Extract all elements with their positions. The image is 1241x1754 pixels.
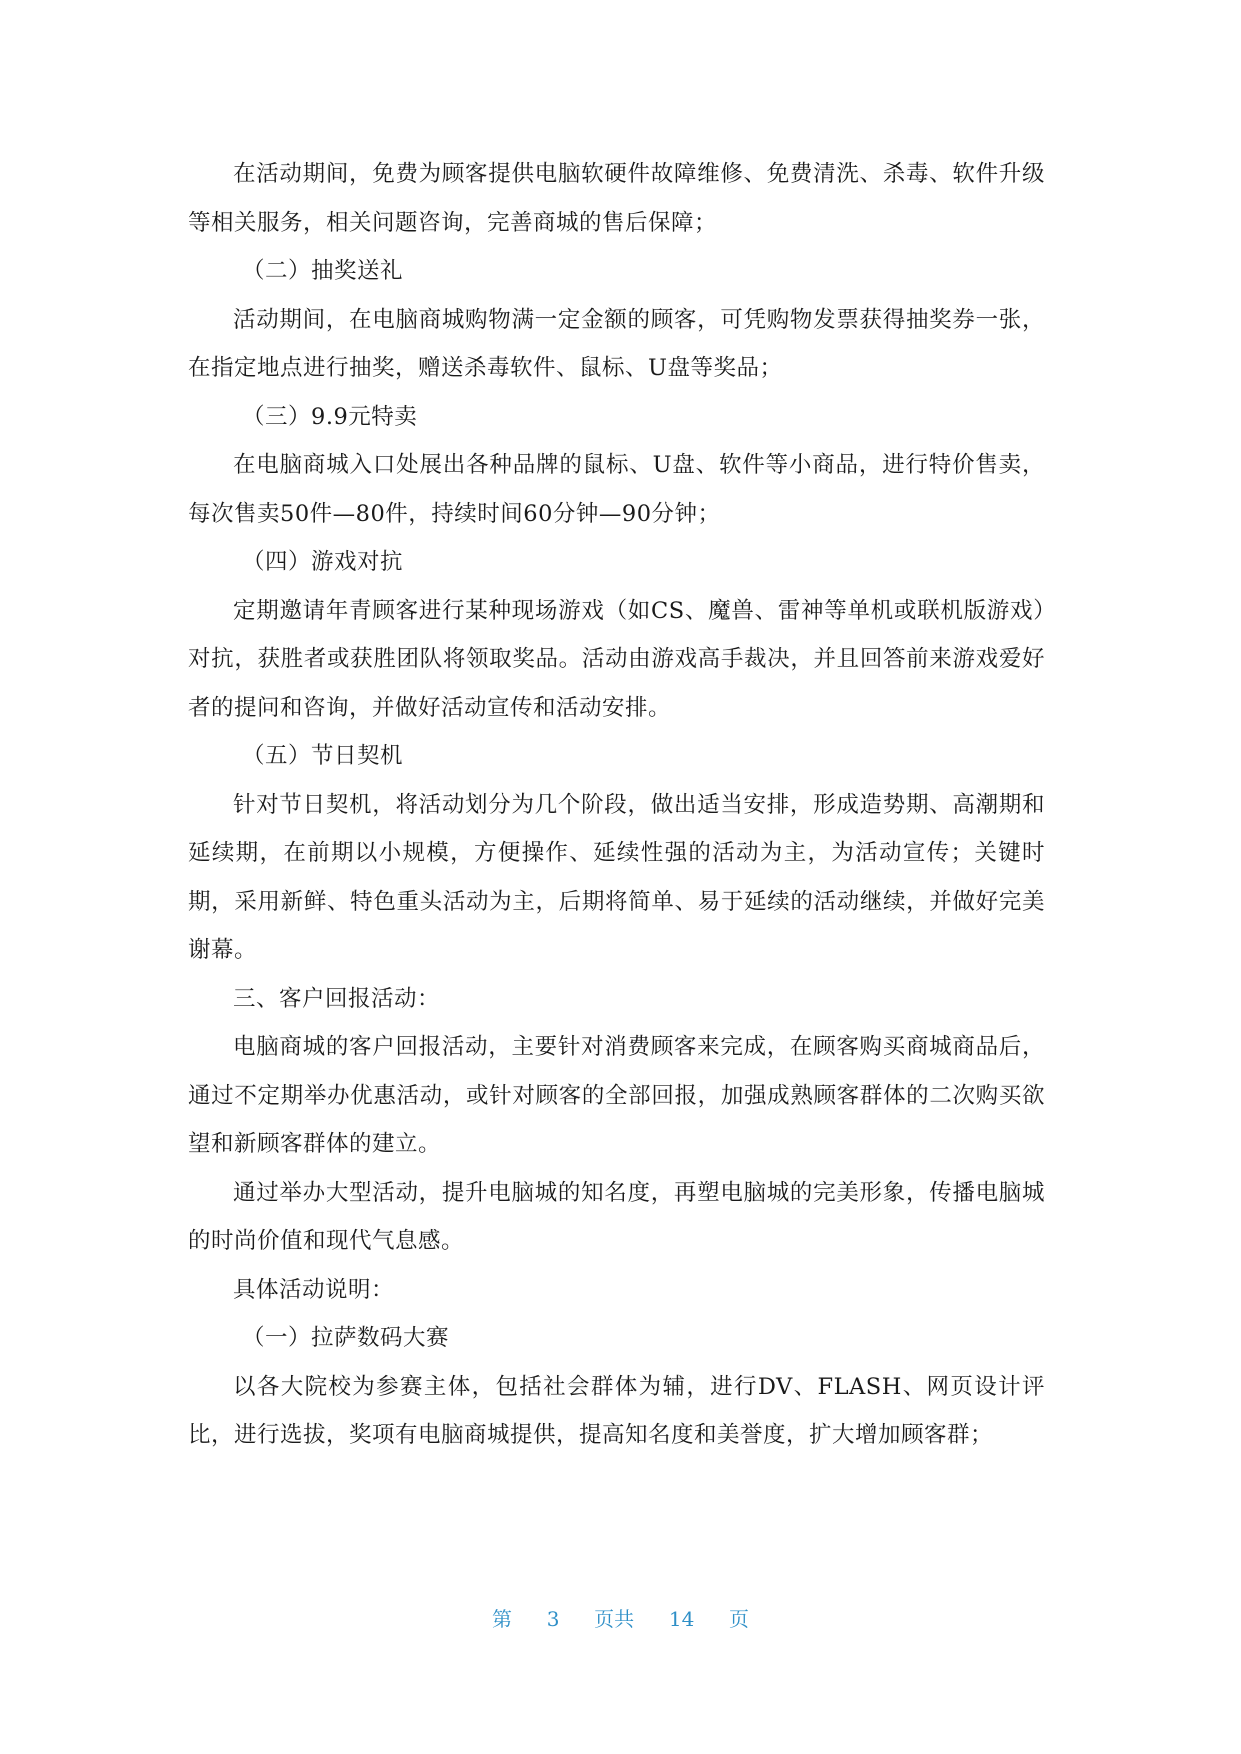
paragraph: 具体活动说明： xyxy=(233,1276,395,1303)
sub-heading: （四）游戏对抗 xyxy=(242,549,404,575)
sub-heading: （一）拉萨数码大赛 xyxy=(242,1325,450,1351)
paragraph: 针对节日契机，将活动划分为几个阶段，做出适当安排，形成造势期、高潮期和延续期，在前期以小规模，方便操作、延续性强的活动为主，为活动宣传；关键时期，采用新鲜、特色重头活动为主，后期将简单、易于延续的活动继续，并做好完美谢幕。 xyxy=(188,791,1045,963)
document-body xyxy=(188,150,1045,1460)
paragraph: 定期邀请年青顾客进行某种现场游戏（如CS、魔兽、雷神等单机或联机版游戏）对抗，获胜者或获胜团队将领取奖品。活动由游戏高手裁决，并且回答前来游戏爱好者的提问和咨询，并做好活动宣传和活动安排。 xyxy=(188,597,1045,721)
section-heading: 三、客户回报活动： xyxy=(233,985,441,1012)
total-pages-number: 14 xyxy=(668,1607,695,1631)
paragraph: 以各大院校为参赛主体，包括社会群体为辅，进行DV、FLASH、网页设计评比，进行选拔，奖项有电脑商城提供，提高知名度和美誉度，扩大增加顾客群； xyxy=(188,1373,1045,1448)
current-page-number: 3 xyxy=(546,1607,560,1631)
sub-heading: （二）抽奖送礼 xyxy=(242,258,404,284)
paragraph: 活动期间，在电脑商城购物满一定金额的顾客，可凭购物发票获得抽奖券一张，在指定地点进行抽奖，赠送杀毒软件、鼠标、U盘等奖品； xyxy=(188,306,1045,381)
footer-prefix: 第 xyxy=(491,1607,512,1631)
paragraph: 在活动期间，免费为顾客提供电脑软硬件故障维修、免费清洗、杀毒、软件升级等相关服务，相关问题咨询，完善商城的售后保障； xyxy=(188,161,1045,236)
footer-middle: 页共 xyxy=(594,1607,635,1631)
paragraph: 通过举办大型活动，提升电脑城的知名度，再塑电脑城的完美形象，传播电脑城的时尚价值和现代气息感。 xyxy=(188,1179,1045,1254)
sub-heading: （五）节日契机 xyxy=(242,743,404,769)
paragraph: 在电脑商城入口处展出各种品牌的鼠标、U盘、软件等小商品，进行特价售卖，每次售卖50件—80件，持续时间60分钟—90分钟； xyxy=(188,452,1045,527)
page-footer xyxy=(0,1603,1241,1632)
sub-heading: （三）9.9元特卖 xyxy=(242,403,418,430)
footer-suffix: 页 xyxy=(729,1607,750,1631)
paragraph: 电脑商城的客户回报活动，主要针对消费顾客来完成，在顾客购买商城商品后，通过不定期举办优惠活动，或针对顾客的全部回报，加强成熟顾客群体的二次购买欲望和新顾客群体的建立。 xyxy=(188,1034,1045,1157)
